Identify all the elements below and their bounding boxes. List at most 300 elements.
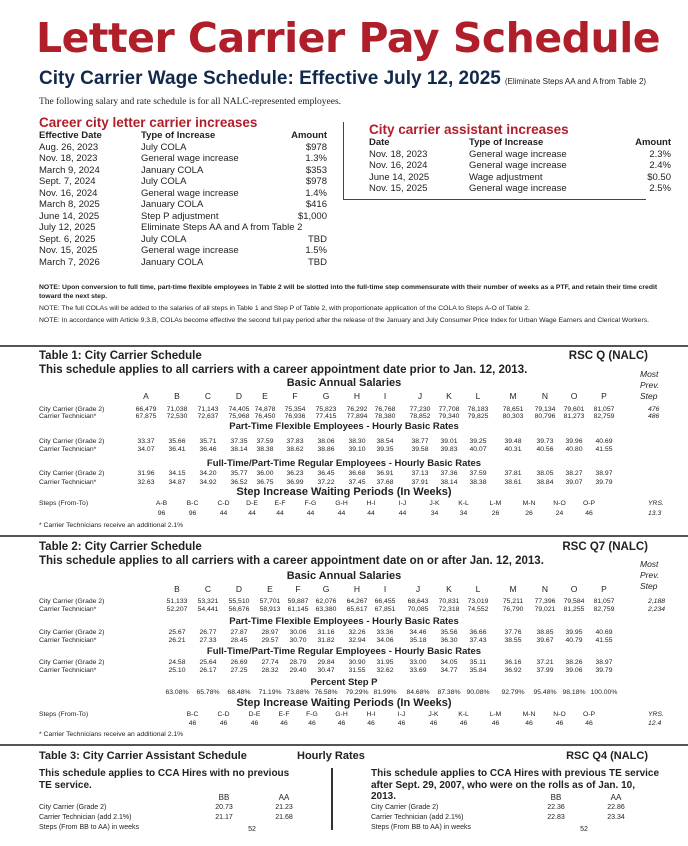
rate-cell: 40.69 xyxy=(595,629,613,636)
rate-cell: 36.66 xyxy=(469,629,487,636)
rate-cell: 37.36 xyxy=(440,470,458,477)
step-letter: C xyxy=(204,584,212,594)
salary-cell: 79,584 xyxy=(563,598,585,605)
salary-cell: 72,318 xyxy=(438,606,460,613)
yrs-value: 12.4 xyxy=(648,720,662,727)
row-label: City Carrier (Grade 2) xyxy=(39,470,105,477)
amount-cell: $0.50 xyxy=(647,171,671,183)
table3-title: Table 3: City Carrier Assistant Schedule xyxy=(39,750,247,762)
rate-cell: 38.97 xyxy=(595,470,613,477)
table2-waiting-heading: Step Increase Waiting Periods (In Weeks) xyxy=(236,697,452,709)
rate-cell: 27.87 xyxy=(230,629,248,636)
table3-left-steps-label: Steps (From BB to AA) in weeks xyxy=(39,824,139,831)
type-cell: Step P adjustment xyxy=(141,210,219,222)
weeks-cell: 24 xyxy=(555,510,564,517)
table3-right-desc: This schedule applies to CCA Hires with previous TE service after Sept. 29, 2007, who were on the rolls as of Jan. 10, 2013. xyxy=(371,768,660,802)
step-pair: H-I xyxy=(366,711,376,718)
type-cell: General wage increase xyxy=(141,187,239,199)
salary-cell: 59,887 xyxy=(287,598,309,605)
type-cell: Wage adjustment xyxy=(469,171,543,183)
rate-cell: 25.64 xyxy=(199,659,217,666)
rate-cell: 40.31 xyxy=(504,446,522,453)
table3-left-bb-header: BB xyxy=(218,793,230,802)
rate-cell: 39.25 xyxy=(469,438,487,445)
rate-cell: 31.82 xyxy=(317,637,335,644)
step-letter: O xyxy=(570,584,578,594)
table1-step-weeks xyxy=(0,510,688,519)
table3-right-bb-header: BB xyxy=(550,793,562,802)
step-letter: N xyxy=(541,391,549,401)
date-cell: Nov. 15, 2025 xyxy=(39,245,98,256)
weeks-cell: 46 xyxy=(491,720,500,727)
type-cell: General wage increase xyxy=(141,153,239,164)
step-pair: I-J xyxy=(397,711,406,718)
step-letter: J xyxy=(415,584,421,594)
rate-cell: 36.16 xyxy=(504,659,522,666)
rate-cell: 38.06 xyxy=(317,438,335,445)
intro-text: The following salary and rate schedule is for all NALC-represented employees. xyxy=(39,97,342,107)
step-letter: B xyxy=(174,391,180,401)
rate-cell: 37.83 xyxy=(286,438,304,445)
rate-cell: 30.90 xyxy=(348,659,366,666)
rate-cell: 39.83 xyxy=(440,446,458,453)
salary-cell: 66,479 xyxy=(135,406,157,413)
rate-cell: 40.56 xyxy=(536,446,554,453)
step-letter: K xyxy=(446,584,452,594)
rate-cell: 39.58 xyxy=(411,446,429,453)
salary-cell: 76,790 xyxy=(502,606,524,613)
salary-cell: 68,643 xyxy=(407,598,429,605)
rate-cell: 34.92 xyxy=(199,479,217,486)
rate-cell: 36.92 xyxy=(504,667,522,674)
step-pair: B-C xyxy=(186,711,199,718)
weeks-cell: 46 xyxy=(585,720,593,727)
table3-rsc: RSC Q4 (NALC) xyxy=(566,750,648,762)
yrs-label: YRS. xyxy=(648,711,664,718)
increase-row xyxy=(39,257,327,269)
rate-cell: 37.21 xyxy=(536,659,554,666)
step-pair: F-G xyxy=(306,711,318,718)
rate-cell: 37.59 xyxy=(469,470,487,477)
table3-left-row-label: City Carrier (Grade 2) xyxy=(39,804,107,811)
date-cell: March 8, 2025 xyxy=(39,199,100,210)
step-pair: C-D xyxy=(217,711,230,718)
salary-cell: 57,701 xyxy=(259,598,281,605)
rate-cell: 34.05 xyxy=(440,659,458,666)
weeks-cell: 46 xyxy=(308,720,316,727)
salary-cell: 82,759 xyxy=(593,413,615,420)
amount-cell: 1.3% xyxy=(305,153,327,164)
most-prev-step-value: 2,234 xyxy=(648,606,666,613)
rate-cell: 30.06 xyxy=(289,629,307,636)
rate-cell: 38.86 xyxy=(317,446,335,453)
step-letter: L xyxy=(475,584,481,594)
page-title: Letter Carrier Pay Schedule xyxy=(36,14,661,62)
rate-cell: 41.55 xyxy=(595,637,613,644)
rate-cell: 33.69 xyxy=(409,667,427,674)
weeks-cell: 44 xyxy=(398,510,407,517)
weeks-cell: 46 xyxy=(367,720,375,727)
weeks-cell: 44 xyxy=(306,510,315,517)
rate-cell: 32.94 xyxy=(348,637,366,644)
step-letter: C xyxy=(204,391,212,401)
schedule-subtitle xyxy=(39,68,646,90)
table3-right-row-label: Carrier Technician (add 2.1%) xyxy=(371,814,464,821)
rate-cell: 35.11 xyxy=(469,659,487,666)
table3-left-cc-bb: 20.73 xyxy=(215,804,233,811)
salary-cell: 58,913 xyxy=(259,606,281,613)
table3-right-cc-aa: 22.86 xyxy=(607,804,625,811)
salary-cell: 81,255 xyxy=(563,606,585,613)
type-cell: January COLA xyxy=(141,199,204,210)
table1-step-letters xyxy=(0,391,688,400)
weeks-cell: 46 xyxy=(555,720,564,727)
step-letter: M xyxy=(509,391,517,401)
table3-right-row-label: City Carrier (Grade 2) xyxy=(371,804,439,811)
step-letter: M xyxy=(509,584,517,594)
date-cell: Nov. 16, 2024 xyxy=(39,187,98,199)
rate-cell: 38.14 xyxy=(440,479,458,486)
rate-cell: 35.77 xyxy=(230,470,248,477)
percent-cell: 95.48% xyxy=(533,689,557,696)
weeks-cell: 46 xyxy=(188,720,197,727)
divider xyxy=(0,744,688,746)
row-label: Carrier Technician* xyxy=(39,637,97,644)
step-pair: F-G xyxy=(304,500,317,507)
weeks-cell: 46 xyxy=(219,720,228,727)
step-letter: I xyxy=(383,391,387,401)
increase-row xyxy=(39,165,327,177)
rate-cell: 39.67 xyxy=(536,637,554,644)
table3-left-desc: This schedule applies to CCA Hires with no previous TE service. xyxy=(39,768,290,791)
table3-divider xyxy=(331,768,333,830)
table1-annual-ct xyxy=(0,413,688,422)
rate-cell: 34.87 xyxy=(168,479,186,486)
rate-cell: 26.17 xyxy=(199,667,217,674)
col-amount: Amount xyxy=(291,130,327,141)
rate-cell: 31.96 xyxy=(137,470,155,477)
percent-cell: 76.58% xyxy=(314,689,338,696)
percent-cell: 71.19% xyxy=(258,689,282,696)
col-type: Type of Increase xyxy=(469,137,544,148)
rate-cell: 37.99 xyxy=(536,667,554,674)
type-cell: General wage increase xyxy=(469,160,567,171)
rate-cell: 38.54 xyxy=(376,438,394,445)
amount-cell: TBD xyxy=(308,233,327,245)
rate-cell: 40.07 xyxy=(469,446,487,453)
table3-right-steps-value: 52 xyxy=(580,826,588,833)
table3-left-steps-value: 52 xyxy=(248,826,256,833)
amount-cell: $1,000 xyxy=(297,210,327,222)
weeks-cell: 44 xyxy=(367,510,375,517)
table2-percent-row xyxy=(0,689,688,698)
percent-cell: 100.00% xyxy=(590,689,618,696)
table1-footnote: * Carrier Technicians receive an additional 2.1% xyxy=(39,522,184,529)
salary-cell: 70,831 xyxy=(438,598,460,605)
row-label: Carrier Technician* xyxy=(39,479,97,486)
step-letter: P xyxy=(601,391,607,401)
step-pair: L-M xyxy=(489,711,502,718)
type-cell: January COLA xyxy=(141,256,204,268)
step-pair: A-B xyxy=(155,500,168,507)
rate-cell: 36.41 xyxy=(168,446,186,453)
salary-cell: 79,340 xyxy=(438,413,460,420)
table1-step-pairs xyxy=(0,500,688,509)
date-cell: March 9, 2024 xyxy=(39,164,100,176)
weeks-cell: 46 xyxy=(337,720,346,727)
weeks-cell: 46 xyxy=(459,720,468,727)
rate-cell: 32.63 xyxy=(137,479,155,486)
table2-subtitle: This schedule applies to all carriers with a career appointment date on or after Jan. 12, 2013. xyxy=(39,555,544,567)
salary-cell: 63,380 xyxy=(315,606,337,613)
step-pair: M-N xyxy=(522,500,536,507)
step-pair: O-P xyxy=(582,500,596,507)
step-pair: K-L xyxy=(458,711,469,718)
table2-ftr-ct xyxy=(0,667,688,676)
step-pair: N-O xyxy=(553,711,566,718)
increase-row xyxy=(369,149,671,161)
salary-cell: 80,796 xyxy=(534,413,556,420)
step-letter: N xyxy=(541,584,549,594)
step-letter: D xyxy=(235,391,243,401)
salary-cell: 52,207 xyxy=(166,606,188,613)
most-prev-step-value: 2,188 xyxy=(648,598,666,605)
type-cell: July COLA xyxy=(141,176,187,187)
table2-footnote: * Carrier Technicians receive an additional 2.1% xyxy=(39,731,184,738)
rate-cell: 32.26 xyxy=(348,629,366,636)
date-cell: Nov. 15, 2025 xyxy=(369,183,428,194)
step-letter: B xyxy=(174,584,180,594)
salary-cell: 62,076 xyxy=(315,598,337,605)
salary-cell: 80,303 xyxy=(502,413,524,420)
table2-step-weeks xyxy=(0,720,688,729)
type-cell: July COLA xyxy=(141,141,187,153)
rate-cell: 37.76 xyxy=(504,629,522,636)
step-letter: G xyxy=(322,391,330,401)
table3-left-ct-bb: 21.17 xyxy=(215,814,233,821)
increase-row xyxy=(39,211,327,223)
divider xyxy=(0,535,688,537)
table2-step-letters xyxy=(0,584,688,593)
salary-cell: 78,183 xyxy=(467,406,489,413)
rate-cell: 37.35 xyxy=(230,438,248,445)
table2-ptf-heading: Part-Time Flexible Employees - Hourly Basic Rates xyxy=(229,616,459,627)
increase-row xyxy=(39,234,327,246)
yrs-label: YRS. xyxy=(648,500,664,507)
step-letter: G xyxy=(322,584,330,594)
increase-row xyxy=(39,142,327,154)
note-cola-effective: NOTE: In accordance with Article 9.3.B, COLAs become effective the second full pay period after the release of the January and July Consumer Price Index for Urban Wage Earners and Clerical Workers. xyxy=(39,317,650,324)
salary-cell: 75,823 xyxy=(315,406,337,413)
date-cell: Aug. 26, 2023 xyxy=(39,141,99,153)
table2-annual-ct xyxy=(0,606,688,615)
salary-cell: 71,143 xyxy=(197,406,219,413)
increase-row xyxy=(39,245,327,257)
step-pair: K-L xyxy=(458,500,469,507)
rate-cell: 38.85 xyxy=(536,629,554,636)
step-letter: I xyxy=(383,584,387,594)
amount-cell: 2.5% xyxy=(649,183,671,194)
type-cell: Eliminate Steps AA and A from Table 2 xyxy=(141,222,303,233)
table1-rsc: RSC Q (NALC) xyxy=(568,350,648,362)
step-pair: C-D xyxy=(217,500,230,507)
note-conversion: NOTE: Upon conversion to full time, part-time flexible employees in Table 2 will be slotted into the full-time step commensurate with their number of weeks as a PTF, and retain their time credit toward the next step. xyxy=(39,284,658,300)
row-label: Carrier Technician* xyxy=(39,413,97,420)
step-letter: F xyxy=(292,391,298,401)
row-label: Steps (From-To) xyxy=(39,500,89,507)
salary-cell: 78,852 xyxy=(409,413,431,420)
date-cell: July 12, 2025 xyxy=(39,222,96,233)
table2-annual-heading: Basic Annual Salaries xyxy=(286,570,402,582)
weeks-cell: 96 xyxy=(157,510,166,517)
rate-cell: 29.40 xyxy=(289,667,307,674)
rate-cell: 40.79 xyxy=(565,637,583,644)
step-pair: D-E xyxy=(248,711,261,718)
percent-cell: 90.08% xyxy=(466,689,490,696)
table1-subtitle: This schedule applies to all carriers with a career appointment date prior to Jan. 12, 2013. xyxy=(39,364,528,376)
salary-cell: 77,396 xyxy=(534,598,556,605)
rate-cell: 26.21 xyxy=(168,637,186,644)
row-label: City Carrier (Grade 2) xyxy=(39,438,105,445)
amount-cell: $978 xyxy=(305,141,327,153)
percent-cell: 63.08% xyxy=(165,689,189,696)
rate-cell: 29.57 xyxy=(261,637,279,644)
rate-cell: 37.43 xyxy=(469,637,487,644)
step-pair: N-O xyxy=(553,500,566,507)
salary-cell: 79,825 xyxy=(467,413,489,420)
step-pair: E-F xyxy=(278,711,290,718)
step-pair: G-H xyxy=(335,711,348,718)
rate-cell: 39.10 xyxy=(348,446,366,453)
date-cell: June 14, 2025 xyxy=(39,210,100,222)
subtitle-note: (Eliminate Steps AA and A from Table 2) xyxy=(504,77,647,86)
table3-right-steps-label: Steps (From BB to AA) in weeks xyxy=(371,824,471,831)
rate-cell: 25.67 xyxy=(168,629,186,636)
rate-cell: 38.14 xyxy=(230,446,248,453)
step-letter: K xyxy=(446,391,452,401)
salary-cell: 82,759 xyxy=(593,606,615,613)
rate-cell: 38.61 xyxy=(504,479,522,486)
weeks-cell: 96 xyxy=(188,510,197,517)
rate-cell: 34.07 xyxy=(137,446,155,453)
salary-cell: 81,273 xyxy=(563,413,585,420)
rate-cell: 36.52 xyxy=(230,479,248,486)
col-type: Type of Increase xyxy=(141,130,216,141)
rate-cell: 31.55 xyxy=(348,667,366,674)
rate-cell: 40.80 xyxy=(565,446,583,453)
weeks-cell: 46 xyxy=(525,720,533,727)
row-label: City Carrier (Grade 2) xyxy=(39,629,105,636)
amount-cell: 1.4% xyxy=(305,187,327,199)
rate-cell: 38.05 xyxy=(536,470,554,477)
salary-cell: 79,134 xyxy=(534,406,556,413)
salary-cell: 75,968 xyxy=(228,413,250,420)
divider xyxy=(0,345,688,347)
table3-right-ct-aa: 23.34 xyxy=(607,814,625,821)
notes-section xyxy=(39,283,664,328)
rate-cell: 38.97 xyxy=(595,659,613,666)
rate-cell: 28.32 xyxy=(261,667,279,674)
date-cell: March 7, 2026 xyxy=(39,256,100,268)
weeks-cell: 46 xyxy=(250,720,259,727)
rate-cell: 28.97 xyxy=(261,629,279,636)
col-effective-date: Effective Date xyxy=(39,130,102,141)
weeks-cell: 46 xyxy=(280,720,288,727)
salary-cell: 65,617 xyxy=(346,606,368,613)
date-cell: June 14, 2025 xyxy=(369,171,430,183)
rate-cell: 29.84 xyxy=(317,659,335,666)
salary-cell: 81,057 xyxy=(593,406,615,413)
step-letter: J xyxy=(417,391,423,401)
table2-title: Table 2: City Carrier Schedule xyxy=(39,541,202,553)
amount-cell xyxy=(281,222,327,234)
rate-cell: 33.37 xyxy=(137,438,155,445)
salary-cell: 53,321 xyxy=(197,598,219,605)
rate-cell: 36.91 xyxy=(376,470,394,477)
rate-cell: 38.30 xyxy=(348,438,366,445)
salary-cell: 76,936 xyxy=(284,413,306,420)
table3-right-cc-bb: 22.36 xyxy=(547,804,565,811)
amount-cell: TBD xyxy=(308,256,327,268)
date-cell: Nov. 18, 2023 xyxy=(369,148,428,160)
table1-waiting-heading: Step Increase Waiting Periods (In Weeks) xyxy=(236,486,452,498)
salary-cell: 76,292 xyxy=(346,406,368,413)
date-cell: Nov. 18, 2023 xyxy=(39,153,98,164)
step-letter: H xyxy=(353,391,361,401)
step-letter: F xyxy=(295,584,301,594)
step-pair: M-N xyxy=(522,711,536,718)
table2-rsc: RSC Q7 (NALC) xyxy=(562,541,648,553)
salary-cell: 75,354 xyxy=(284,406,306,413)
rate-cell: 31.16 xyxy=(317,629,335,636)
rate-cell: 34.20 xyxy=(199,470,217,477)
date-cell: Sept. 7, 2024 xyxy=(39,176,96,187)
table1-ftr-heading: Full-Time/Part-Time Regular Employees - Hourly Basic Rates xyxy=(206,458,482,469)
step-letter: D xyxy=(235,584,243,594)
salary-cell: 76,450 xyxy=(254,413,276,420)
rate-cell: 39.06 xyxy=(565,667,583,674)
rate-cell: 35.56 xyxy=(440,629,458,636)
salary-cell: 76,768 xyxy=(374,406,396,413)
table2-step-pairs xyxy=(0,711,688,720)
increase-row xyxy=(39,199,327,211)
percent-cell: 84.68% xyxy=(406,689,430,696)
row-label: City Carrier (Grade 2) xyxy=(39,659,105,666)
percent-cell: 87.38% xyxy=(437,689,461,696)
salary-cell: 77,415 xyxy=(315,413,337,420)
career-increases-header xyxy=(39,130,327,142)
col-amount: Amount xyxy=(635,137,671,148)
rate-cell: 39.01 xyxy=(440,438,458,445)
rate-cell: 35.18 xyxy=(409,637,427,644)
weeks-cell: 44 xyxy=(276,510,284,517)
rate-cell: 36.45 xyxy=(317,470,335,477)
rate-cell: 33.00 xyxy=(409,659,427,666)
note-cola-steps: NOTE: The full COLAs will be added to the salaries of all steps in Table 1 and Step P of Table 2, with proportionate application of the COLA to Steps A-O of Table 2. xyxy=(39,305,530,312)
rate-cell: 25.10 xyxy=(168,667,186,674)
rate-cell: 24.58 xyxy=(168,659,186,666)
table2-ptf-ct xyxy=(0,637,688,646)
weeks-cell: 44 xyxy=(337,510,346,517)
step-pair: J-K xyxy=(429,500,440,507)
rate-cell: 36.30 xyxy=(440,637,458,644)
salary-cell: 64,267 xyxy=(346,598,368,605)
salary-cell: 66,455 xyxy=(374,598,396,605)
percent-cell: 98.18% xyxy=(562,689,586,696)
weeks-cell: 46 xyxy=(397,720,406,727)
rate-cell: 35.71 xyxy=(199,438,217,445)
rate-cell: 27.25 xyxy=(230,667,248,674)
